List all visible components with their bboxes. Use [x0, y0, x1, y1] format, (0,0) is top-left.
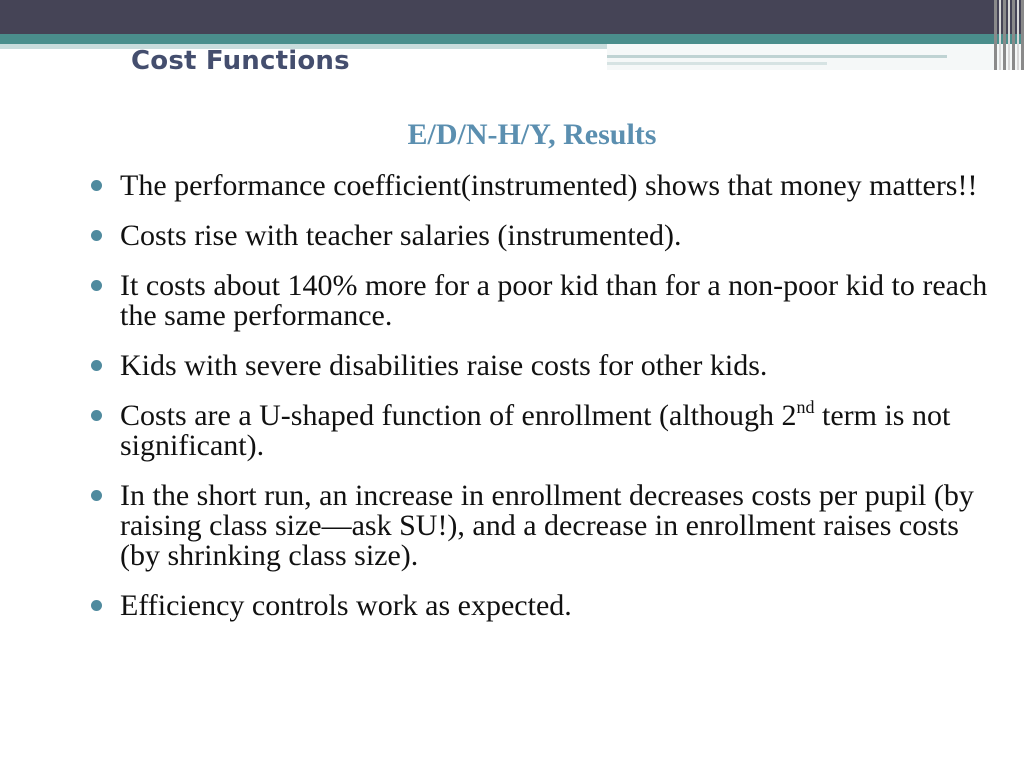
bullet-item — [82, 591, 994, 621]
bullet-text: Efficiency controls work as expected. — [120, 589, 572, 622]
bullet-item — [82, 351, 994, 381]
header-accent-line-short — [607, 62, 827, 65]
header-dark-bar — [0, 0, 1024, 34]
bullet-dot-icon — [91, 180, 102, 191]
slide-title: Cost Functions — [131, 46, 350, 76]
bullet-dot-icon — [91, 280, 102, 291]
bullet-dot-icon — [91, 490, 102, 501]
bullet-text: Kids with severe disabilities raise costs for other kids. — [120, 349, 768, 382]
bullet-text-start: Costs are a U-shaped function of enrollment (although 2 — [120, 399, 797, 432]
bullet-item — [82, 171, 994, 201]
bullet-dot-icon — [91, 230, 102, 241]
bullet-text: Costs rise with teacher salaries (instrumented). — [120, 219, 682, 252]
header-accent-line — [607, 55, 947, 58]
header-teal-bar — [0, 34, 1024, 44]
corner-stripes-decoration — [994, 0, 1024, 70]
bullet-item — [82, 397, 994, 462]
bullet-dot-icon — [91, 360, 102, 371]
bullet-text — [120, 399, 950, 462]
bullet-text-end: term is not significant). — [120, 399, 951, 462]
bullet-dot-icon — [91, 600, 102, 611]
bullet-item — [82, 221, 994, 251]
bullet-text: In the short run, an increase in enrollment decreases costs per pupil (by raising class size—ask SU!), and a decrease in enrollment raises costs (by shrinking class size). — [120, 479, 974, 572]
ordinal-superscript: nd — [796, 397, 815, 417]
bullet-dot-icon — [91, 410, 102, 421]
bullet-item — [82, 271, 994, 331]
bullet-text: The performance coefficient(instrumented) shows that money matters!! — [120, 169, 978, 202]
bullet-list — [82, 171, 994, 641]
bullet-item — [82, 481, 994, 571]
bullet-text: It costs about 140% more for a poor kid than for a non-poor kid to reach the same performance. — [120, 269, 988, 332]
slide-subtitle: E/D/N-H/Y, Results — [407, 118, 657, 151]
